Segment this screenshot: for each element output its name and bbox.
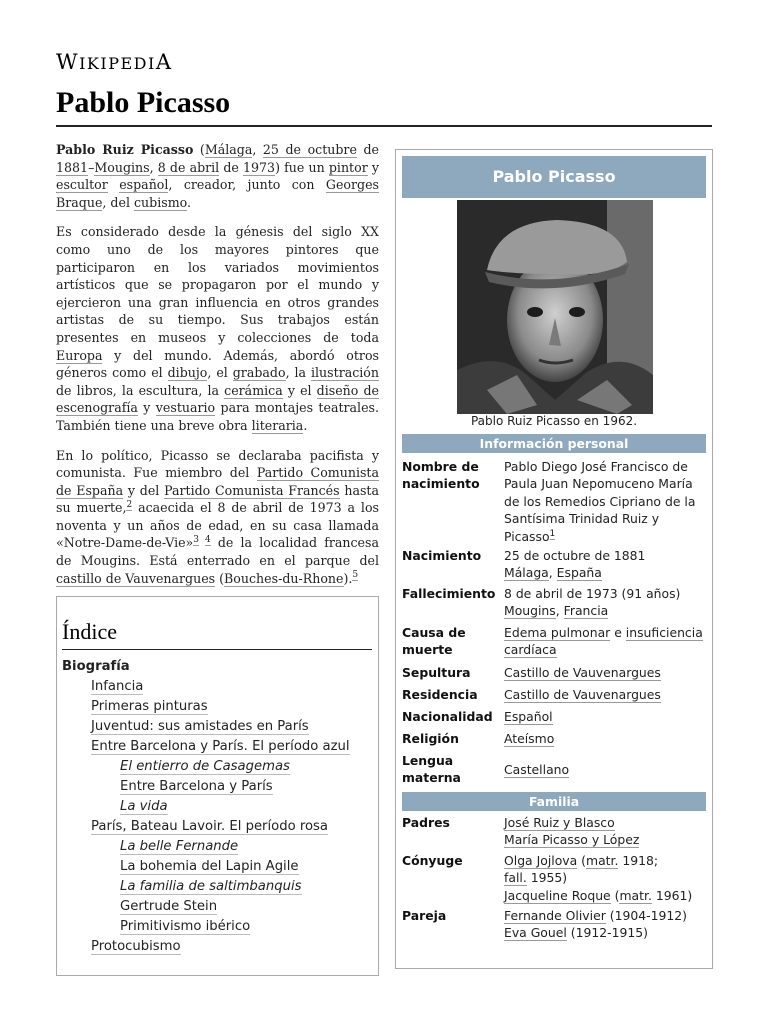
link-1973[interactable]: 1973: [243, 159, 276, 175]
text: 1918;: [618, 853, 659, 868]
text: y del mundo. Además, abordó otros géneros como el: [56, 347, 379, 381]
link-ilustracion[interactable]: ilustración: [311, 365, 379, 381]
link-language[interactable]: Castellano: [504, 762, 570, 777]
value-parents: [504, 814, 708, 849]
value-partner: [504, 907, 708, 942]
toc-item-label[interactable]: Juventud: sus amistades en París: [91, 719, 309, 734]
text: ).: [343, 570, 353, 586]
toc-item[interactable]: [62, 817, 372, 837]
link-grabado[interactable]: grabado: [232, 365, 286, 381]
toc-item-label[interactable]: La bohemia del Lapin Agile: [120, 859, 299, 874]
toc-title: Índice: [62, 619, 372, 650]
text: , creador, junto con: [168, 177, 326, 193]
link-escultor[interactable]: escultor: [56, 177, 108, 193]
toc-item[interactable]: [62, 737, 372, 757]
toc-item[interactable]: [62, 697, 372, 717]
link-father[interactable]: José Ruiz y Blasco: [504, 815, 615, 830]
text: (1904-1912): [605, 908, 687, 923]
link-nationality[interactable]: Español: [504, 709, 553, 724]
text: ,: [149, 159, 158, 175]
label-burial: Sepultura: [402, 665, 471, 680]
portrait-photo: [457, 200, 653, 414]
value-religion: [504, 730, 708, 747]
link-cubismo[interactable]: cubismo: [133, 194, 188, 210]
toc-item-label[interactable]: Entre Barcelona y París: [120, 779, 273, 794]
toc-item[interactable]: [62, 657, 372, 677]
text: –: [88, 159, 95, 175]
intro-paragraph-1: [56, 141, 379, 211]
link-religion[interactable]: Ateísmo: [504, 731, 555, 746]
text: de: [356, 142, 379, 157]
toc-item-label[interactable]: Infancia: [91, 679, 144, 694]
text: .: [303, 417, 308, 433]
value-nationality: [504, 708, 708, 725]
link-pce[interactable]: Partido Comunista de España: [56, 465, 379, 498]
century-numeral: XX: [361, 224, 379, 240]
text: hasta su muerte,: [56, 482, 379, 516]
toc-item-label[interactable]: La vida: [120, 799, 168, 814]
text: (: [193, 142, 205, 157]
text: [108, 177, 119, 192]
toc-item[interactable]: [62, 717, 372, 737]
intro-paragraph-3: [56, 447, 379, 588]
link-bouches-du-rhone[interactable]: Bouches-du-Rhone: [224, 570, 344, 586]
toc-item-label[interactable]: Primitivismo ibérico: [120, 919, 251, 934]
link-malaga[interactable]: Málaga: [204, 142, 253, 157]
link-espanol[interactable]: español: [119, 177, 169, 193]
toc-item-label[interactable]: Entre Barcelona y París. El período azul: [91, 739, 350, 754]
text: para montajes teatrales. También tiene una breve obra: [56, 400, 379, 433]
link-death-city[interactable]: Mougins: [504, 603, 556, 619]
reference-1[interactable]: 1: [549, 528, 556, 539]
toc-item-label[interactable]: La familia de saltimbanquis: [120, 879, 302, 894]
link-edema[interactable]: Edema pulmonar: [504, 625, 611, 640]
label-language: Lengua materna: [402, 753, 461, 786]
link-dibujo[interactable]: dibujo: [167, 365, 208, 381]
table-of-contents: [56, 596, 379, 976]
label-death: Fallecimiento: [402, 586, 496, 601]
label-religion: Religión: [402, 731, 459, 746]
link-eva-gouel[interactable]: Eva Gouel: [504, 925, 567, 941]
text: (: [215, 570, 225, 586]
text: de: [219, 159, 244, 175]
text: acaecida el 8 de abril de 1973 a los noventa y un años de edad, en su casa llamada «Notre-Dame-de-Vie»: [56, 500, 379, 551]
abbr-matr-2[interactable]: matr.: [619, 887, 652, 903]
text: y: [137, 400, 156, 416]
label-birth-name: Nombre de nacimiento: [402, 459, 480, 492]
value-birth: 25 de octubre de 1881 Málaga, España: [504, 548, 646, 581]
link-death-country[interactable]: Francia: [563, 603, 609, 619]
link-death-date[interactable]: 8 de abril: [157, 159, 220, 175]
toc-item[interactable]: [62, 797, 372, 817]
birth-date: 25 de octubre de 1881: [504, 548, 646, 563]
intro-paragraph-2: [56, 223, 379, 434]
text: (: [577, 853, 586, 868]
subject-name: Pablo Ruiz Picasso: [56, 142, 194, 157]
link-residence[interactable]: Castillo de Vauvenargues: [504, 687, 661, 702]
toc-item[interactable]: [62, 757, 372, 777]
text: de la localidad francesa de Mougins. Está enterrado en el parque del: [56, 535, 379, 569]
link-birth-country[interactable]: España: [556, 565, 602, 581]
wikipedia-logo: WIKIPEDIA: [56, 50, 173, 74]
abbr-fall[interactable]: fall.: [504, 870, 527, 886]
title-divider: [56, 125, 712, 127]
page-title: Pablo Picasso: [56, 86, 231, 119]
link-insuficiencia[interactable]: insuficiencia cardíaca: [504, 625, 703, 658]
toc-item[interactable]: [62, 937, 372, 957]
toc-item[interactable]: [62, 897, 372, 917]
birth-name-text: Pablo Diego José Francisco de Paula Juan Nepomuceno María de los Remedios Cipriano de la Santísima Trinidad Ruiz y Picasso: [504, 459, 696, 544]
value-residence: [504, 686, 708, 703]
value-spouse: [504, 852, 708, 904]
link-europa[interactable]: Europa: [56, 347, 103, 363]
value-birth-name: [504, 458, 708, 545]
label-parents: Padres: [402, 815, 450, 830]
text: (1912-1915): [566, 925, 648, 941]
text: , del: [102, 194, 134, 210]
toc-item[interactable]: [62, 777, 372, 797]
link-birth-city[interactable]: Málaga: [504, 565, 549, 581]
abbr-matr[interactable]: matr.: [586, 853, 619, 868]
toc-item-label[interactable]: Primeras pinturas: [91, 699, 208, 714]
text: 1955): [526, 870, 568, 886]
toc-item[interactable]: [62, 857, 372, 877]
text: y el: [282, 382, 317, 398]
article-intro: [56, 141, 379, 599]
toc-item-label[interactable]: La belle Fernande: [120, 839, 239, 854]
label-spouse: Cónyuge: [402, 853, 463, 868]
link-olga-jojlova[interactable]: Olga Jojlova: [504, 853, 578, 868]
text: ,: [252, 142, 263, 157]
value-cause: [504, 624, 708, 659]
text: como uno de los mayores pintores que participaron en los variados movimientos artísticos que se propagaron por el mundo y ejercieron una gran influencia en otros grandes artistas de su tiempo. Sus trabajos están presentes en museos y colecciones de toda: [56, 241, 379, 345]
toc-item[interactable]: [62, 917, 372, 937]
toc-item-label[interactable]: Protocubismo: [91, 939, 181, 954]
reference-5[interactable]: 5: [352, 570, 359, 581]
value-language: [504, 761, 708, 778]
link-georges-braque[interactable]: Georges Braque: [56, 177, 379, 210]
text: Es considerado desde la génesis del siglo: [56, 224, 362, 240]
link-jacqueline-roque[interactable]: Jacqueline Roque: [504, 887, 611, 903]
toc-item-label[interactable]: Biografía: [62, 659, 130, 674]
section-family: Familia: [402, 792, 706, 811]
label-residence: Residencia: [402, 687, 478, 702]
photo-caption: Pablo Ruiz Picasso en 1962.: [470, 414, 638, 428]
link-literaria[interactable]: literaria: [251, 417, 304, 433]
label-partner: Pareja: [402, 908, 447, 923]
death-date: 8 de abril de 1973 (91 años): [504, 586, 681, 601]
text: ) fue un: [275, 159, 329, 175]
link-fernande-olivier[interactable]: Fernande Olivier: [504, 908, 606, 923]
text: e: [610, 625, 626, 640]
link-escenografia[interactable]: diseño de escenografía: [56, 382, 379, 416]
reference-2[interactable]: 2: [126, 500, 133, 511]
infobox-title: Pablo Picasso: [402, 156, 706, 198]
reference-3[interactable]: 3: [193, 535, 199, 546]
text: y: [367, 159, 379, 175]
text: .: [187, 194, 192, 210]
toc-list: [62, 657, 372, 957]
link-mother[interactable]: María Picasso y López: [504, 832, 640, 848]
text: 1961): [651, 887, 693, 903]
toc-item[interactable]: [62, 677, 372, 697]
value-burial: [504, 664, 708, 681]
link-1881[interactable]: 1881: [56, 159, 89, 175]
toc-item[interactable]: [62, 877, 372, 897]
toc-item-label[interactable]: París, Bateau Lavoir. El período rosa: [91, 819, 328, 834]
link-pcf[interactable]: Partido Comunista Francés: [164, 482, 340, 498]
value-death: 8 de abril de 1973 (91 años) Mougins, Francia: [504, 586, 681, 619]
label-nationality: Nacionalidad: [402, 709, 493, 724]
text: y del: [123, 482, 165, 498]
link-castillo[interactable]: castillo de Vauvenargues: [56, 570, 216, 586]
link-burial[interactable]: Castillo de Vauvenargues: [504, 665, 661, 680]
link-birth-date[interactable]: 25 de octubre: [262, 142, 357, 157]
text: , el: [207, 365, 233, 381]
link-pintor[interactable]: pintor: [328, 159, 368, 175]
label-birth: Nacimiento: [402, 548, 482, 563]
link-mougins[interactable]: Mougins: [94, 159, 150, 175]
link-ceramica[interactable]: cerámica: [224, 382, 283, 398]
label-cause: Causa de muerte: [402, 625, 466, 658]
toc-item[interactable]: [62, 837, 372, 857]
text: de libros, la escultura, la: [56, 382, 225, 398]
text: En lo político, Picasso se declaraba pacifista y comunista. Fue miembro del: [56, 447, 379, 481]
section-personal-info: Información personal: [402, 434, 706, 453]
toc-item-label[interactable]: Gertrude Stein: [120, 899, 218, 914]
reference-4[interactable]: 4: [205, 535, 211, 546]
toc-item-label[interactable]: El entierro de Casagemas: [120, 759, 290, 774]
infobox: [395, 149, 713, 969]
text: (: [610, 887, 620, 903]
text: , la: [285, 365, 311, 381]
link-vestuario[interactable]: vestuario: [155, 400, 216, 416]
